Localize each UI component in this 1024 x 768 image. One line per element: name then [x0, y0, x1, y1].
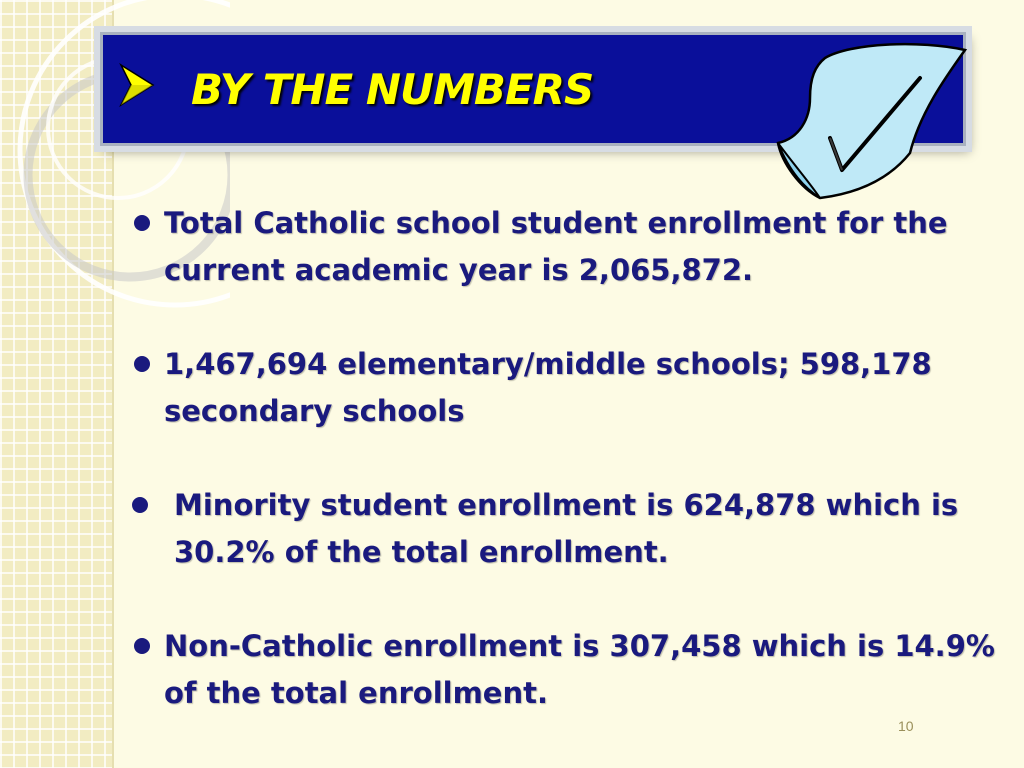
bullet-text: Total Catholic school student enrollment for the current academic year is 2,065,872.: [164, 206, 948, 287]
bullet-item-school-levels: [130, 341, 1020, 435]
bullet-text: 1,467,694 elementary/middle schools; 598,178 secondary schools: [164, 347, 932, 428]
bullet-text: Non-Catholic enrollment is 307,458 which is 14.9% of the total enrollment.: [164, 629, 995, 710]
bullet-dot-icon: [134, 356, 150, 372]
bullet-dot-icon: [134, 638, 150, 654]
checkmark-note-icon: [770, 38, 980, 208]
bullet-item-minority-enrollment: [130, 482, 1020, 576]
bullet-list: [130, 200, 1020, 764]
arrow-bullet-icon: [119, 63, 155, 107]
bullet-text: Minority student enrollment is 624,878 which is 30.2% of the total enrollment.: [174, 488, 959, 569]
page-number: 10: [898, 718, 914, 734]
bullet-dot-icon: [132, 497, 148, 513]
bullet-item-non-catholic-enrollment: [130, 623, 1020, 717]
slide-title: BY THE NUMBERS: [191, 65, 594, 114]
bullet-dot-icon: [134, 215, 150, 231]
bullet-item-total-enrollment: [130, 200, 1020, 294]
